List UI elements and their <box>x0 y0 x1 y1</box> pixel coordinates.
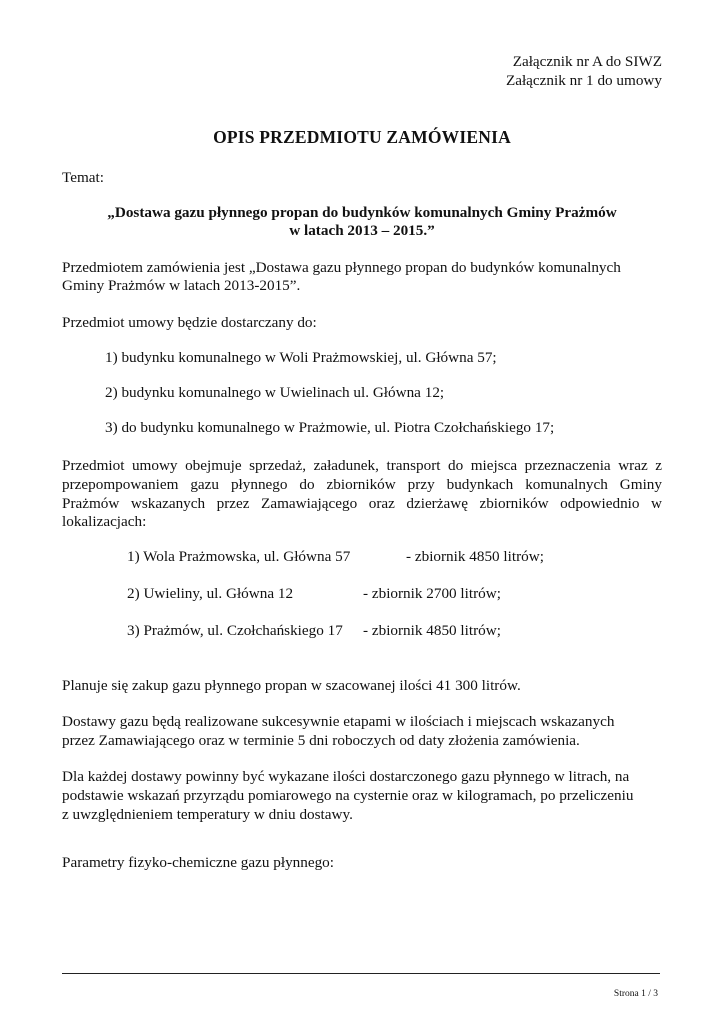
deliveries-line-1: Dostawy gazu będą realizowane sukcesywnie etapami w ilościach i miejscach wskazanych <box>62 713 615 730</box>
tank-location: 2) Uwieliny, ul. Główna 12 <box>127 585 294 602</box>
measure-line-2: podstawie wskazań przyrządu pomiarowego na cysternie oraz w kilogramach, po przeliczeniu <box>62 787 634 804</box>
attachment-line-2: Załącznik nr 1 do umowy <box>505 72 662 89</box>
topic-line-1: „Dostawa gazu płynnego propan do budynków komunalnych Gminy Prażmów <box>107 204 617 221</box>
tank-location: 1) Wola Prażmowska, ul. Główna 57 <box>127 548 351 565</box>
intro-line-1: Przedmiotem zamówienia jest „Dostawa gazu płynnego propan do budynków komunalnych <box>62 259 621 276</box>
tank-capacity: - zbiornik 2700 litrów; <box>363 585 501 602</box>
attachment-line-1: Załącznik nr A do SIWZ <box>512 53 662 70</box>
topic-label: Temat: <box>62 169 104 186</box>
footer-divider <box>62 973 660 974</box>
intro-line-2: Gminy Prażmów w latach 2013-2015”. <box>62 277 301 294</box>
delivery-label: Przedmiot umowy będzie dostarczany do: <box>62 314 317 331</box>
scope-line-3: Prażmów wskazanych przez Zamawiającego oraz dzierżawę zbiorników odpowiednio w <box>62 495 662 512</box>
page-number: Strona 1 / 3 <box>613 988 658 999</box>
parameters-label: Parametry fizyko-chemiczne gazu płynnego: <box>62 854 334 871</box>
deliveries-line-2: przez Zamawiającego oraz w terminie 5 dni roboczych od daty złożenia zamówienia. <box>62 732 580 749</box>
building-item: 3) do budynku komunalnego w Prażmowie, ul. Piotra Czołchańskiego 17; <box>105 419 555 436</box>
topic-line-2: w latach 2013 – 2015.” <box>289 222 435 239</box>
measure-line-3: z uwzględnieniem temperatury w dniu dostawy. <box>62 806 353 823</box>
document-title: OPIS PRZEDMIOTU ZAMÓWIENIA <box>213 127 511 147</box>
tank-capacity: - zbiornik 4850 litrów; <box>406 548 544 565</box>
tank-capacity: - zbiornik 4850 litrów; <box>363 622 501 639</box>
tank-location: 3) Prażmów, ul. Czołchańskiego 17 <box>127 622 343 639</box>
scope-line-2: przepompowaniem gazu płynnego do zbiorników przy budynkach komunalnych Gminy <box>62 476 662 493</box>
building-item: 2) budynku komunalnego w Uwielinach ul. Główna 12; <box>105 384 445 401</box>
building-item: 1) budynku komunalnego w Woli Prażmowskiej, ul. Główna 57; <box>105 349 497 366</box>
purchase-estimate: Planuje się zakup gazu płynnego propan w szacowanej ilości 41 300 litrów. <box>62 677 521 694</box>
measure-line-1: Dla każdej dostawy powinny być wykazane ilości dostarczonego gazu płynnego w litrach, na <box>62 768 630 785</box>
scope-line-1: Przedmiot umowy obejmuje sprzedaż, załadunek, transport do miejsca przeznaczenia wraz z <box>62 457 662 474</box>
scope-line-4: lokalizacjach: <box>62 513 147 530</box>
